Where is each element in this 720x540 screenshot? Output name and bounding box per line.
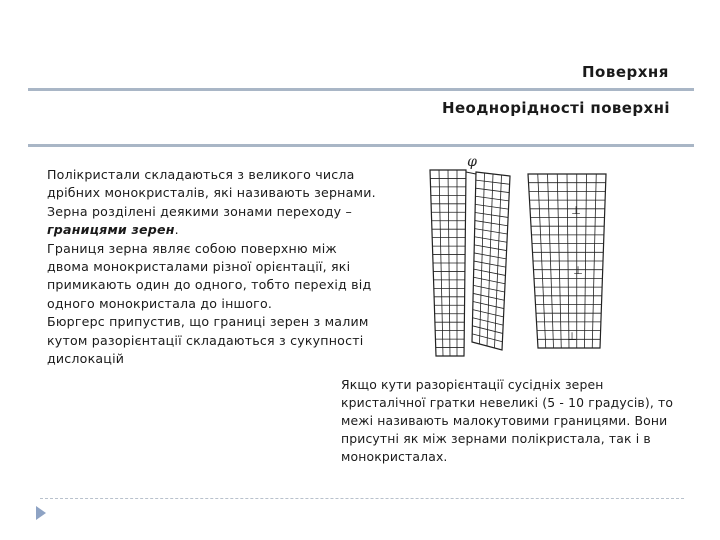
dislocation-symbol-1: ⊥ [571, 204, 581, 217]
paragraph1-text: Полікристали складаються з великого числа дрібних монокристалів, які називають зернами. Зерна розділені деякими зонами переходу – [47, 167, 376, 219]
paragraph1-end: . [174, 222, 179, 238]
low-angle-boundary-caption: Якщо кути разорієнтації сусідніх зерен кристалічної гратки невеликі (5 - 10 градусів), то межі називають малокутовими границями. Вони присутні як між зернами полікристала, так і в монокристалах. [341, 377, 674, 464]
main-text [47, 166, 377, 368]
dislocation-symbol-2: ⊥ [573, 264, 583, 277]
grain-boundaries-term: границями зерен [47, 222, 175, 238]
slide-subtitle: Неоднорідності поверхні [442, 99, 670, 117]
right-grain-lattice [528, 174, 606, 348]
paragraph-grain-boundary: Границя зерна являє собою поверхню між двома монокристалами різної орієнтації, які примикають один до одного, тобто перехід від одного монокристала до іншого. [47, 240, 372, 311]
paragraph-burgers: Бюргерс припустив, що границі зерен з малим кутом разорієнтації складаються з сукупності дислокацій [47, 314, 369, 367]
dislocation-symbol-3: ⊥ [567, 330, 577, 343]
angle-phi-label: φ [467, 154, 477, 170]
slide-title: Поверхня [582, 63, 669, 81]
footer-divider [40, 498, 684, 499]
next-slide-arrow-icon[interactable] [36, 506, 46, 520]
subtitle-divider [28, 144, 694, 147]
title-divider [28, 88, 694, 91]
grain-boundary-diagram [420, 152, 620, 362]
paragraph-polycrystals [47, 166, 377, 240]
left-grain-lattice [430, 170, 466, 356]
middle-grain-lattice [472, 172, 510, 350]
